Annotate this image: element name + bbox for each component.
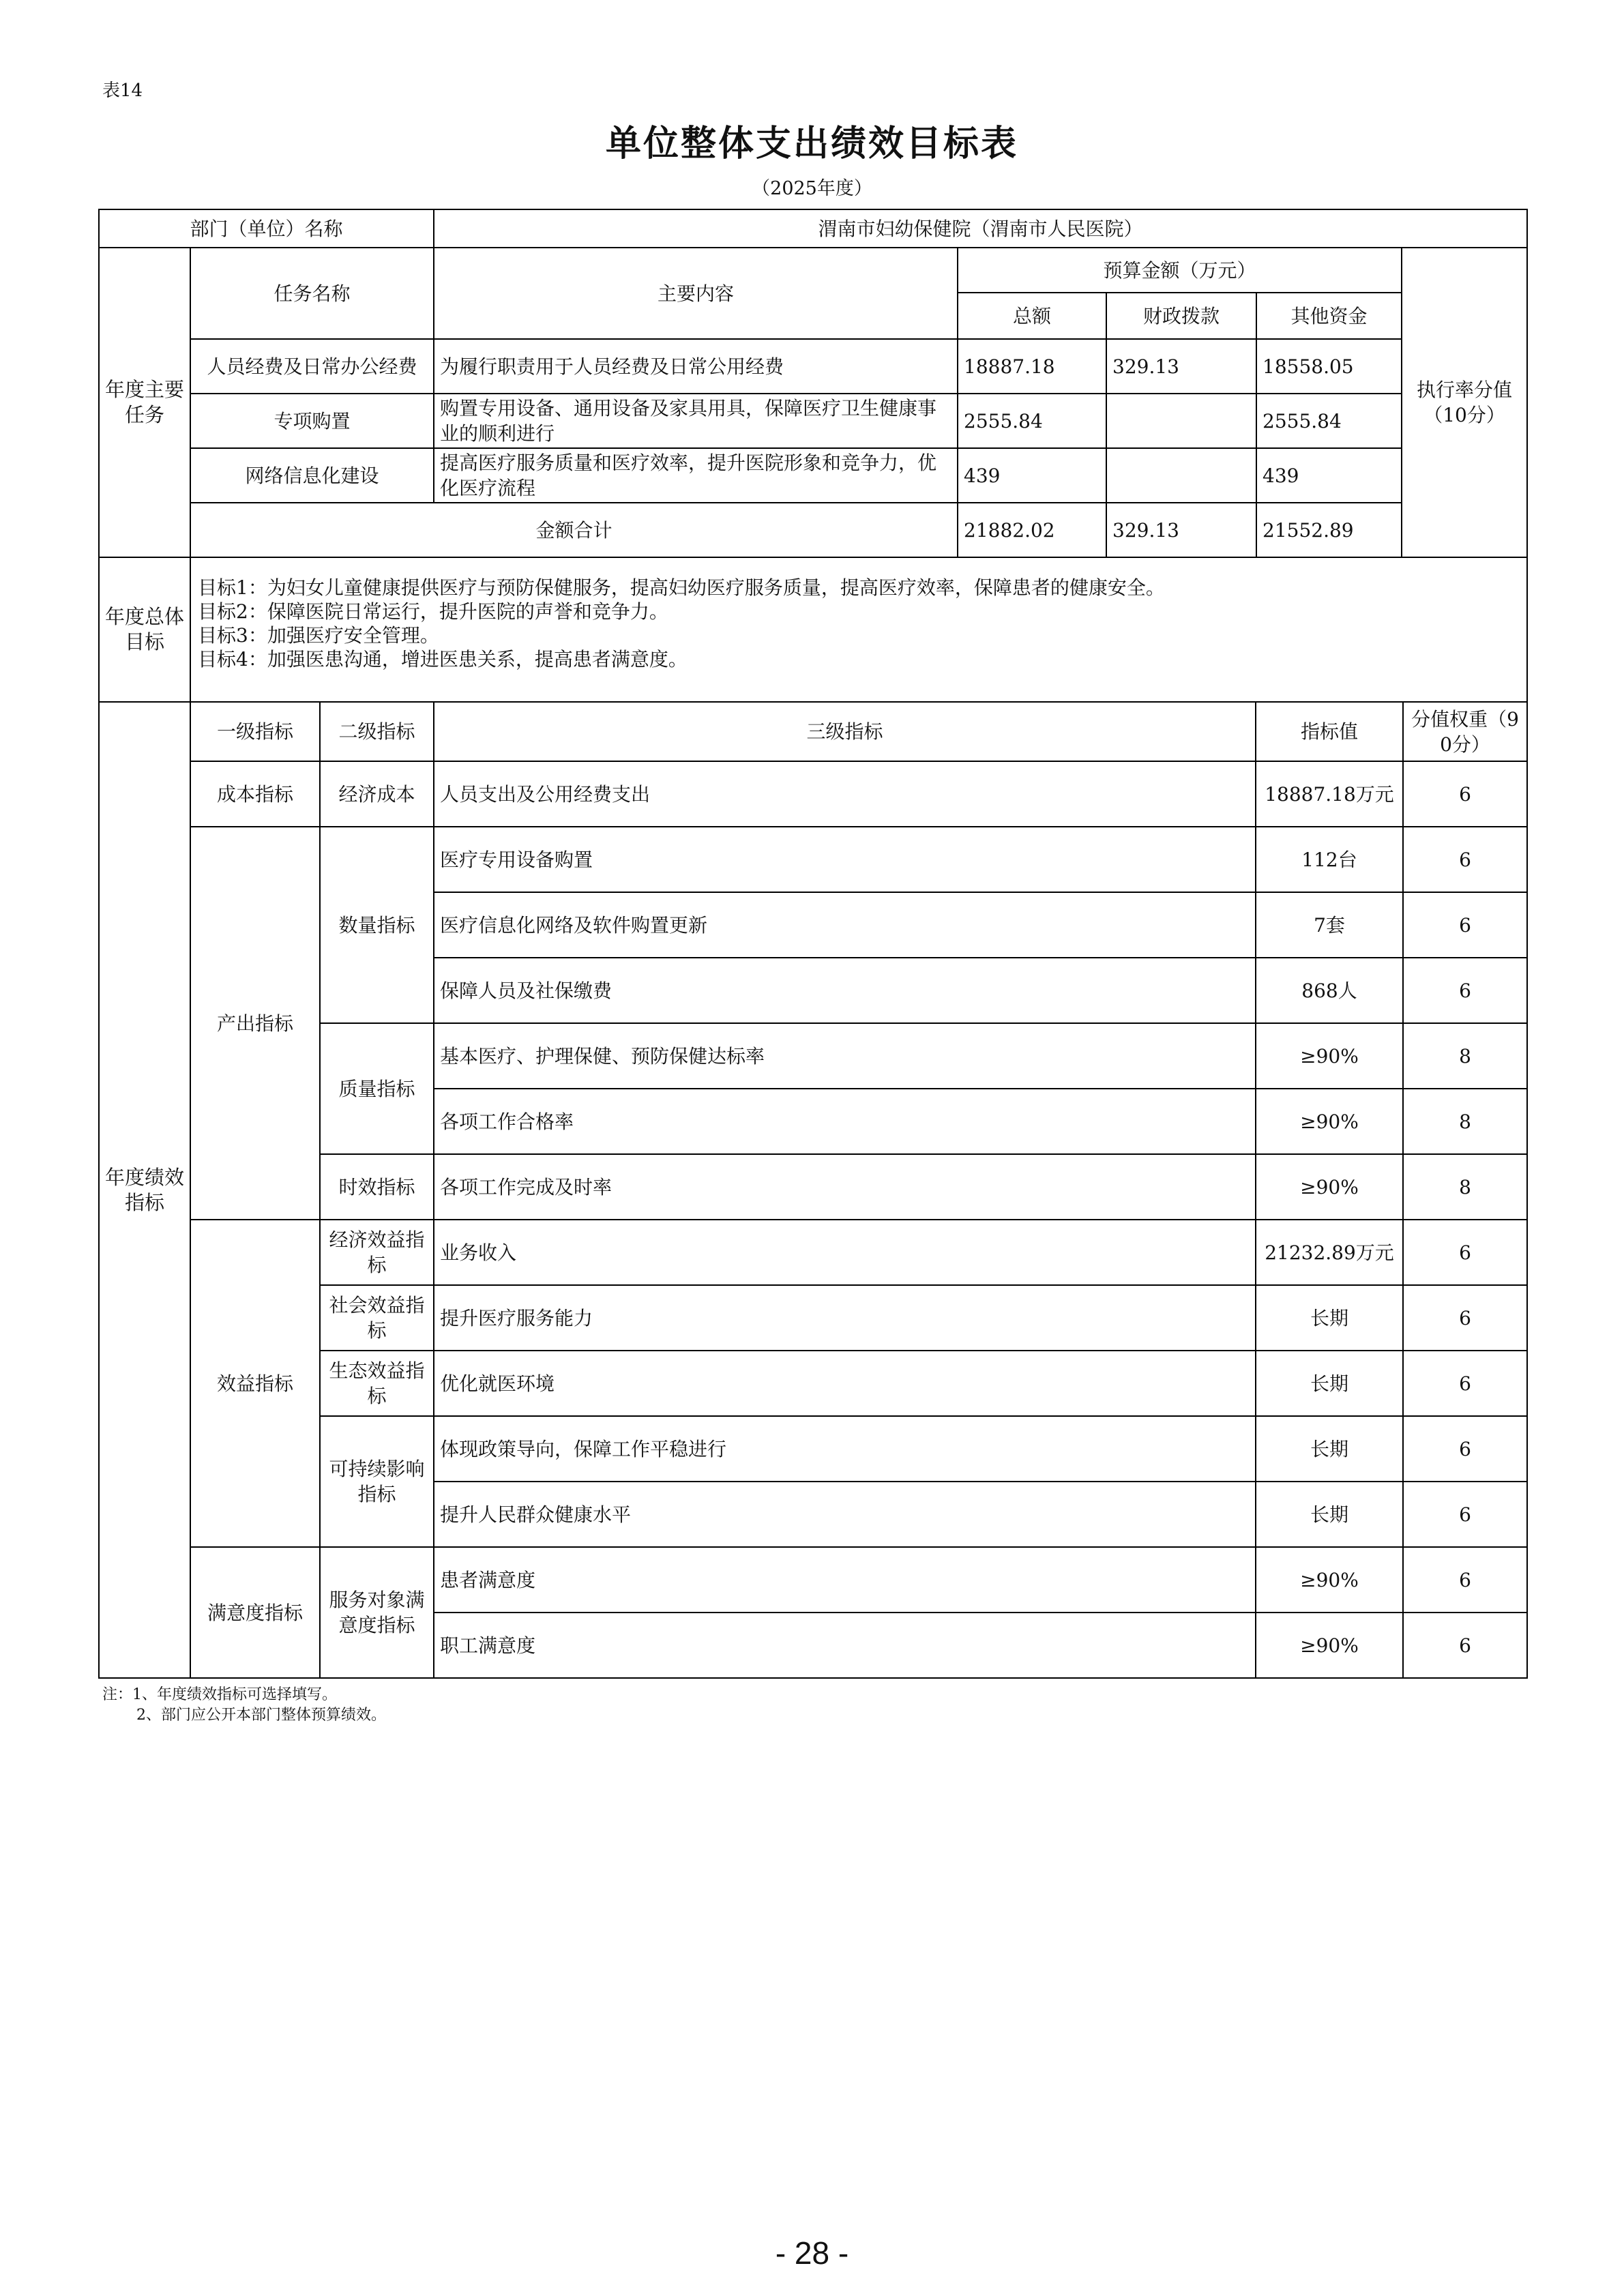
l2-econ-benefit: 经济效益指标 [320,1220,434,1285]
indicator-name: 优化就医环境 [434,1351,1256,1416]
task-content: 购置专用设备、通用设备及家具用具，保障医疗卫生健康事业的顺利进行 [434,394,958,448]
indicator-weight: 6 [1403,827,1527,892]
indicator-value: 长期 [1256,1416,1403,1482]
indicator-name: 提升人民群众健康水平 [434,1482,1256,1547]
indicator-weight: 6 [1403,1547,1527,1613]
indicator-weight: 6 [1403,1482,1527,1547]
task-fiscal [1106,394,1256,448]
dept-label: 部门（单位）名称 [99,209,434,248]
task-other: 2555.84 [1256,394,1402,448]
exec-rate-score: 执行率分值（10分） [1402,248,1527,557]
indicator-weight: 6 [1403,1351,1527,1416]
indicator-weight: 6 [1403,958,1527,1023]
indicator-value: ≥90% [1256,1154,1403,1220]
table-number: 表14 [102,80,143,101]
col-weight: 分值权重（90分） [1403,702,1527,761]
indicators-section-label: 年度绩效指标 [99,702,190,1678]
indicator-name: 医疗专用设备购置 [434,827,1256,892]
goal-line: 目标2：保障医院日常运行，提升医院的声誉和竞争力。 [198,600,668,623]
indicator-name: 各项工作完成及时率 [434,1154,1256,1220]
indicator-value: ≥90% [1256,1547,1403,1613]
col-level1: 一级指标 [190,702,320,761]
indicator-name: 提升医疗服务能力 [434,1285,1256,1351]
task-fiscal: 329.13 [1106,339,1256,394]
sum-fiscal: 329.13 [1106,503,1256,557]
task-name: 人员经费及日常办公经费 [190,339,434,394]
l1-benefit: 效益指标 [190,1220,320,1547]
table-row [99,1220,1527,1285]
table-row [99,394,1527,448]
l2-service-satisfaction: 服务对象满意度指标 [320,1547,434,1678]
budget-task-table [98,209,1528,703]
footnote-line: 注：1、年度绩效指标可选择填写。 [102,1686,337,1703]
l2-sustain: 可持续影响指标 [320,1416,434,1547]
indicator-value: 长期 [1256,1285,1403,1351]
col-main-content: 主要内容 [434,248,958,339]
indicator-weight: 6 [1403,892,1527,958]
tasks-section-label: 年度主要任务 [99,248,190,557]
col-level2: 二级指标 [320,702,434,761]
table-row [99,448,1527,503]
goal-line: 目标3：加强医疗安全管理。 [198,624,439,647]
indicator-value: 长期 [1256,1351,1403,1416]
task-total: 18887.18 [958,339,1106,394]
indicator-weight: 6 [1403,1613,1527,1678]
task-other: 18558.05 [1256,339,1402,394]
col-total: 总额 [958,293,1106,339]
sum-total: 21882.02 [958,503,1106,557]
task-name: 专项购置 [190,394,434,448]
fiscal-year: （2025年度） [752,178,872,199]
dept-value: 渭南市妇幼保健院（渭南市人民医院） [434,209,1527,248]
indicator-name: 患者满意度 [434,1547,1256,1613]
indicator-weight: 8 [1403,1154,1527,1220]
task-total: 439 [958,448,1106,503]
sum-other: 21552.89 [1256,503,1402,557]
l1-satisfaction: 满意度指标 [190,1547,320,1678]
task-fiscal [1106,448,1256,503]
page-title: 单位整体支出绩效目标表 [605,123,1018,164]
table-row [99,827,1527,892]
indicator-weight: 6 [1403,1416,1527,1482]
indicator-name: 人员支出及公用经费支出 [434,761,1256,827]
col-level3: 三级指标 [434,702,1256,761]
indicator-name: 业务收入 [434,1220,1256,1285]
indicator-value: ≥90% [1256,1089,1403,1154]
task-other: 439 [1256,448,1402,503]
sum-label: 金额合计 [190,503,958,557]
indicator-name: 职工满意度 [434,1613,1256,1678]
indicator-value: 112台 [1256,827,1403,892]
l2-quality: 质量指标 [320,1023,434,1154]
indicator-weight: 6 [1403,1285,1527,1351]
indicator-weight: 6 [1403,761,1527,827]
task-name: 网络信息化建设 [190,448,434,503]
l2-econ-cost: 经济成本 [320,761,434,827]
goal-line: 目标1：为妇女儿童健康提供医疗与预防保健服务，提高妇幼医疗服务质量，提高医疗效率，保障患者的健康安全。 [198,576,1165,599]
goal-line: 目标4：加强医患沟通，增进医患关系，提高患者满意度。 [198,648,688,671]
indicator-value: 21232.89万元 [1256,1220,1403,1285]
table-row [99,1547,1527,1613]
indicator-value: ≥90% [1256,1023,1403,1089]
indicator-name: 基本医疗、护理保健、预防保健达标率 [434,1023,1256,1089]
indicator-name: 保障人员及社保缴费 [434,958,1256,1023]
l2-social-benefit: 社会效益指标 [320,1285,434,1351]
indicator-value: ≥90% [1256,1613,1403,1678]
col-task-name: 任务名称 [190,248,434,339]
indicator-weight: 8 [1403,1023,1527,1089]
table-row [99,339,1527,394]
indicator-value: 18887.18万元 [1256,761,1403,827]
indicator-name: 各项工作合格率 [434,1089,1256,1154]
col-other: 其他资金 [1256,293,1402,339]
indicator-weight: 6 [1403,1220,1527,1285]
footnote-line: 2、部门应公开本部门整体预算绩效。 [136,1707,386,1724]
task-content: 为履行职责用于人员经费及日常公用经费 [434,339,958,394]
task-total: 2555.84 [958,394,1106,448]
goals-section-label: 年度总体目标 [99,557,190,702]
indicator-name: 医疗信息化网络及软件购置更新 [434,892,1256,958]
indicator-value: 868人 [1256,958,1403,1023]
table-row [99,761,1527,827]
l2-timeliness: 时效指标 [320,1154,434,1220]
col-budget: 预算金额（万元） [958,248,1402,293]
indicator-value: 7套 [1256,892,1403,958]
indicator-name: 体现政策导向，保障工作平稳进行 [434,1416,1256,1482]
task-content: 提高医疗服务质量和医疗效率，提升医院形象和竞争力，优化医疗流程 [434,448,958,503]
indicator-weight: 8 [1403,1089,1527,1154]
col-indicator-value: 指标值 [1256,702,1403,761]
goals-text [190,557,1527,702]
footnotes [102,1685,386,1726]
l1-cost: 成本指标 [190,761,320,827]
l1-output: 产出指标 [190,827,320,1220]
indicator-value: 长期 [1256,1482,1403,1547]
col-fiscal: 财政拨款 [1106,293,1256,339]
indicator-table [98,701,1528,1679]
page-number: - 28 - [775,2235,849,2271]
l2-eco-benefit: 生态效益指标 [320,1351,434,1416]
l2-quantity: 数量指标 [320,827,434,1023]
